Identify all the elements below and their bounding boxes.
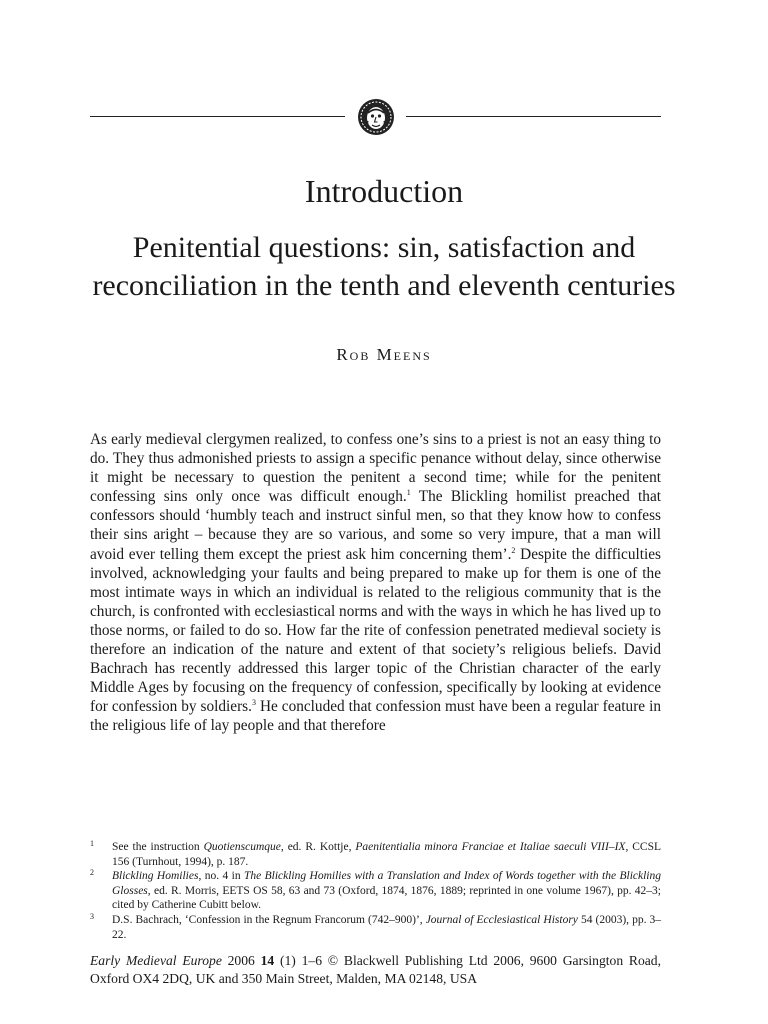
section-title: Introduction [304, 173, 464, 209]
header-ornament-divider [90, 97, 661, 137]
divider-line-left [90, 116, 345, 117]
footnote-number: 1 [90, 839, 94, 848]
journal-name: Early Medieval Europe [90, 953, 222, 968]
footnote-title: Journal of Ecclesiastical History [425, 913, 578, 926]
carved-face-medallion-icon [356, 97, 396, 137]
footnote-item [90, 840, 661, 869]
body-paragraph [90, 430, 661, 736]
footnote-text: D.S. Bachrach, ‘Confession in the Regnum Francorum (742–900)’, [112, 913, 426, 926]
footnote-text: See the instruction [112, 841, 204, 853]
footnote-text: 54 (2003), pp. 3–22. [112, 913, 661, 941]
footnote-item [90, 869, 661, 913]
footnote-text: , CCSL 156 (Turnhout, 1994), p. 187. [112, 841, 661, 868]
author-name: Rob Meens [336, 345, 432, 364]
footnote-text: , ed. R. Morris, EETS OS 58, 63 and 73 (Oxford, 1874, 1876, 1889; reprinted in one volume 1967), pp. 42–3; cited by Catherine Cubitt below. [112, 884, 661, 912]
publication-colophon [90, 952, 661, 988]
footnote-title: Quotienscumque [203, 841, 281, 853]
body-text-segment: Despite the difficulties involved, acknowledging your faults and being prepared to make up for them is one of the most intimate ways in which an individual is related to the religious community that is the church, is confronted with ecclesiastical norms and with the ways in which he has lived up to those norms, or failed to do so. How far the rite of confession penetrated medieval society is therefore an indication of the nature and extent of that society’s religious beliefs. David Bachrach has recently addressed this larger topic of the Christian character of the early Middle Ages by focusing on the frequency of confession, specifically by looking at evidence for confession by soldiers. [90, 545, 661, 716]
footnote-reference[interactable]: 1 [406, 488, 411, 498]
body-text-segment: As early medieval clergymen realized, to confess one’s sins to a priest is not an easy thing to do. They thus admonished priests to assign a specific penance without delay, since otherwise it might be necessary to question the penitent a second time; while for the penitent confessing sins only once was difficult enough. [90, 431, 661, 506]
article-title: Penitential questions: sin, satisfaction and reconciliation in the tenth and eleventh centuries [92, 231, 676, 302]
footnote-text: , ed. R. Kottje, [280, 841, 356, 853]
colophon-text: (1) 1–6 © Blackwell Publishing Ltd 2006, 9600 Garsington Road, Oxford OX4 2DQ, UK and 350 Main Street, Malden, MA 02148, USA [90, 953, 662, 986]
footnote-item [90, 913, 661, 942]
footnote-title: Paenitentialia minora Franciae et Italiae saeculi VIII–IX [355, 841, 626, 853]
footnote-number: 2 [90, 868, 94, 878]
footnote-title: The Blickling Homilies with a Translation and Index of Words together with the Blickling Glosses [112, 870, 661, 897]
body-text-segment: He concluded that confession must have been a regular feature in the religious life of lay people and that therefore [90, 698, 661, 735]
footnote-reference[interactable]: 3 [251, 698, 256, 708]
colophon-year: 2006 [221, 953, 261, 968]
footnote-number: 3 [90, 911, 94, 921]
body-text-segment: The Blickling homilist preached that confessors should ‘humbly teach and instruct sinful men, so that they know how to confess their sins aright – because they are so various, and some so very impure, that a man will avoid ever telling them except the priest ask him concerning them’. [90, 488, 661, 563]
footnote-reference[interactable]: 2 [511, 545, 516, 555]
footnotes [90, 840, 661, 942]
divider-line-right [406, 116, 661, 117]
volume-number: 14 [260, 953, 275, 968]
footnote-text: , no. 4 in [198, 870, 244, 883]
footnote-title: Blickling Homilies [112, 870, 199, 883]
